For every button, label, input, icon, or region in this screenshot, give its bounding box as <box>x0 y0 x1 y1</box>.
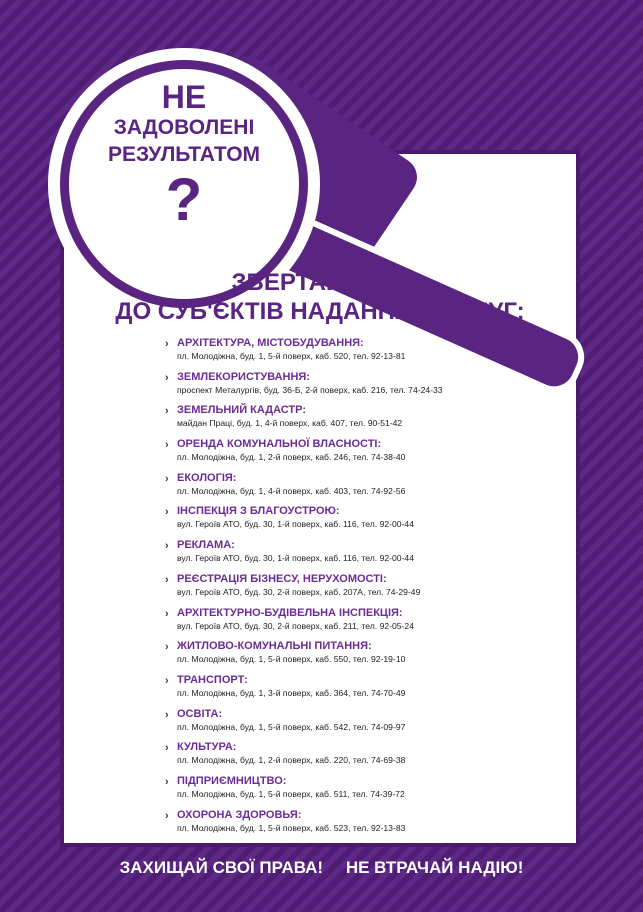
chevron-right-icon: › <box>165 540 169 553</box>
service-address: вул. Героїв АТО, буд. 30, 1-й поверх, каб. 116, тел. 92-00-44 <box>177 519 414 530</box>
service-category: КУЛЬТУРА: <box>177 741 237 754</box>
chevron-right-icon: › <box>165 338 169 350</box>
heading-line-2: ДО СУБ'ЄКТІВ НАДАННЯ ПОСЛУГ: <box>115 298 525 325</box>
list-item <box>165 337 585 371</box>
list-item <box>165 809 585 843</box>
list-item <box>165 708 585 742</box>
slogan-left: ЗАХИЩАЙ СВОЇ ПРАВА! <box>119 858 324 877</box>
service-address: пл. Молодіжна, буд. 1, 3-й поверх, каб. 364, тел. 74-70-49 <box>177 687 406 698</box>
service-category: ОРЕНДА КОМУНАЛЬНОЇ ВЛАСНОСТІ: <box>177 438 382 451</box>
footer-slogan <box>0 857 643 879</box>
list-item <box>165 539 585 573</box>
list-item <box>165 573 585 607</box>
chevron-right-icon: › <box>165 607 169 620</box>
list-item <box>165 607 585 641</box>
list-item <box>165 472 585 506</box>
chevron-right-icon: › <box>165 708 169 721</box>
page-heading <box>60 268 580 326</box>
service-category: ПІДПРИЄМНИЦТВО: <box>177 774 287 787</box>
service-category: ЖИТЛОВО-КОМУНАЛЬНІ ПИТАННЯ: <box>177 640 372 653</box>
lens-text <box>69 74 299 232</box>
chevron-right-icon: › <box>165 775 169 788</box>
service-category: РЕКЛАМА: <box>177 539 235 552</box>
list-item <box>165 674 585 708</box>
service-address: вул. Героїв АТО, буд. 30, 1-й поверх, каб. 116, тел. 92-00-44 <box>177 553 414 564</box>
list-item <box>165 404 585 438</box>
service-address: пл. Молодіжна, буд. 1, 5-й поверх, каб. 523, тел. 92-13-83 <box>177 822 406 833</box>
service-category: АРХІТЕКТУРА, МІСТОБУДУВАННЯ: <box>177 337 364 349</box>
service-address: пл. Молодіжна, буд. 1, 2-й поверх, каб. 246, тел. 74-38-40 <box>177 452 406 463</box>
slogan-right: НЕ ВТРАЧАЙ НАДІЮ! <box>345 858 524 877</box>
service-address: пл. Молодіжна, буд. 1, 4-й поверх, каб. 403, тел. 74-92-56 <box>177 485 406 496</box>
list-item <box>165 775 585 809</box>
lens-line-result: РЕЗУЛЬТАТОМ <box>107 143 261 166</box>
service-address: пл. Молодіжна, буд. 1, 5-й поверх, каб. 550, тел. 92-19-10 <box>177 654 406 665</box>
chevron-right-icon: › <box>165 641 169 654</box>
chevron-right-icon: › <box>165 742 169 755</box>
lens-line-ne: НЕ <box>161 79 207 115</box>
service-address: пл. Молодіжна, буд. 1, 5-й поверх, каб. 542, тел. 74-09-97 <box>177 721 406 732</box>
service-address: пл. Молодіжна, буд. 1, 5-й поверх, каб. 520, тел. 92-13-81 <box>177 351 406 361</box>
chevron-right-icon: › <box>165 674 169 687</box>
service-category: РЕЄСТРАЦІЯ БІЗНЕСУ, НЕРУХОМОСТІ: <box>177 572 387 585</box>
list-item <box>165 505 585 539</box>
question-mark-icon: ? <box>165 166 203 233</box>
service-category: ЕКОЛОГІЯ: <box>177 471 237 484</box>
chevron-right-icon: › <box>165 371 169 384</box>
service-address: вул. Героїв АТО, буд. 30, 2-й поверх, каб. 207А, тел. 74-29-49 <box>177 586 421 597</box>
list-item <box>165 438 585 472</box>
service-address: проспект Металургів, буд. 36-Б, 2-й поверх, каб. 216, тел. 74-24-33 <box>177 384 443 395</box>
service-category: АРХІТЕКТУРНО-БУДІВЕЛЬНА ІНСПЕКЦІЯ: <box>177 606 403 619</box>
service-category: ОХОРОНА ЗДОРОВЬЯ: <box>177 808 302 821</box>
service-address: вул. Героїв АТО, буд. 30, 2-й поверх, каб. 211, тел. 92-05-24 <box>177 620 414 631</box>
service-category: ЗЕМЛЕКОРИСТУВАННЯ: <box>177 370 310 383</box>
lens-line-dissatisfied: ЗАДОВОЛЕНІ <box>113 116 255 139</box>
chevron-right-icon: › <box>165 472 169 485</box>
chevron-right-icon: › <box>165 439 169 452</box>
service-address: майдан Праці, буд. 1, 4-й поверх, каб. 407, тел. 90-51-42 <box>177 418 403 429</box>
service-address: пл. Молодіжна, буд. 1, 2-й поверх, каб. 220, тел. 74-69-38 <box>177 755 406 766</box>
chevron-right-icon: › <box>165 809 169 822</box>
service-category: ОСВІТА: <box>177 707 223 720</box>
service-category: ЗЕМЕЛЬНИЙ КАДАСТР: <box>177 404 306 417</box>
service-category: ТРАНСПОРТ: <box>177 673 248 686</box>
service-address: пл. Молодіжна, буд. 1, 5-й поверх, каб. 511, тел. 74-39-72 <box>177 788 405 799</box>
chevron-right-icon: › <box>165 405 169 418</box>
list-item <box>165 741 585 775</box>
chevron-right-icon: › <box>165 506 169 519</box>
list-item <box>165 640 585 674</box>
service-category: ІНСПЕКЦІЯ З БЛАГОУСТРОЮ: <box>177 505 340 518</box>
heading-line-1: ЗВЕРТАЙТЕСЬ <box>231 269 409 296</box>
chevron-right-icon: › <box>165 573 169 586</box>
service-list <box>165 337 585 842</box>
list-item <box>165 371 585 405</box>
